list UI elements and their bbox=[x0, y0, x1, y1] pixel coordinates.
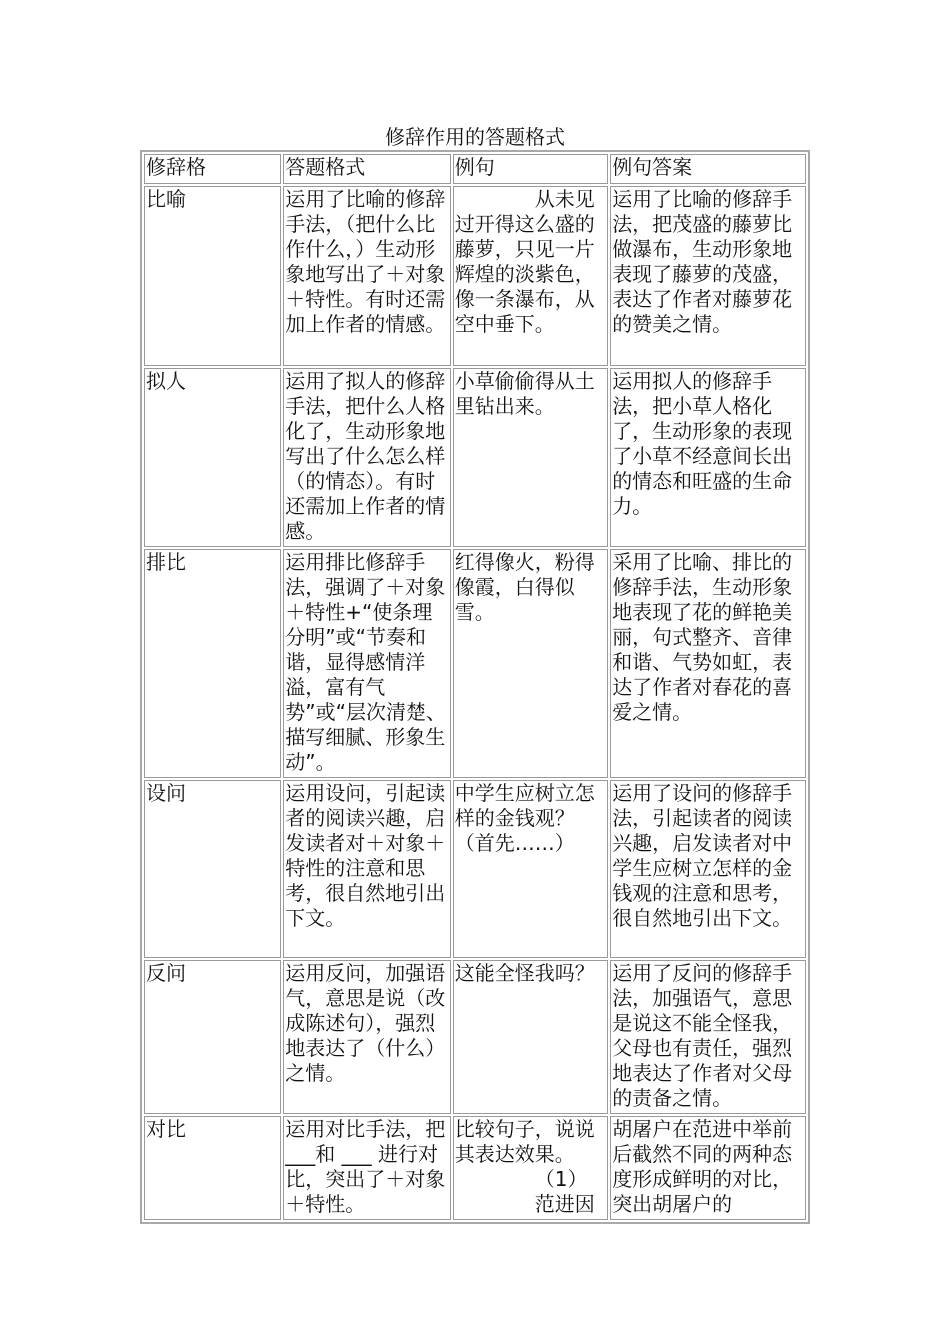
example-rest: 过开得这么盛的藤萝，只见一片辉煌的淡紫色，像一条瀑布，从空中垂下。 bbox=[454, 212, 595, 336]
example-answer-cell: 运用了设问的修辞手法，引起读者的阅读兴趣，启发读者对中学生应树立怎样的金钱观的注意和思考，很自然地引出下文。 bbox=[610, 780, 806, 958]
example-cell bbox=[453, 186, 608, 366]
table-row bbox=[144, 549, 806, 778]
figure-name-cell: 设问 bbox=[144, 780, 281, 958]
table-row bbox=[144, 1116, 806, 1220]
figure-name-cell: 对比 bbox=[144, 1116, 281, 1220]
figure-name-cell: 比喻 bbox=[144, 186, 281, 366]
table-row bbox=[144, 368, 806, 547]
answer-format-cell: 运用对比手法，把___和 ___ 进行对比，突出了＋对象＋特性。 bbox=[283, 1116, 451, 1220]
table-header-row bbox=[144, 154, 806, 184]
answer-format-cell: 运用了拟人的修辞手法，把什么人格化了，生动形象地写出了什么怎么样（的情态）。有时还需加上作者的情感。 bbox=[283, 368, 451, 547]
figure-name-cell: 反问 bbox=[144, 960, 281, 1114]
table-row bbox=[144, 186, 806, 366]
example-answer-cell: 胡屠户在范进中举前后截然不同的两种态度形成鲜明的对比，突出胡屠户的 bbox=[610, 1116, 806, 1220]
answer-format-cell: 运用了比喻的修辞手法，（把什么比作什么，）生动形象地写出了＋对象＋特性。有时还需加上作者的情感。 bbox=[283, 186, 451, 366]
example-lead: 比较句子，说说其表达效果。 bbox=[454, 1117, 595, 1166]
example-cell: 小草偷偷得从土里钻出来。 bbox=[453, 368, 608, 547]
example-lead: 从未见 bbox=[534, 187, 595, 211]
answer-format-cell: 运用排比修辞手法，强调了＋对象＋特性+“使条理分明”或“节奏和谐，显得感情洋溢，富有气势”或“层次清楚、描写细腻、形象生动”。 bbox=[283, 549, 451, 778]
example-answer-cell: 运用了反问的修辞手法，加强语气，意思是说这不能全怪我，父母也有责任，强烈地表达了作者对父母的责备之情。 bbox=[610, 960, 806, 1114]
example-rest: （1）范进因 bbox=[534, 1167, 595, 1216]
example-cell: 红得像火，粉得像霞，白得似雪。 bbox=[453, 549, 608, 778]
figure-name-cell: 拟人 bbox=[144, 368, 281, 547]
example-answer-cell: 采用了比喻、排比的修辞手法，生动形象地表现了花的鲜艳美丽，句式整齐、音律和谐、气势如虹，表达了作者对春花的喜爱之情。 bbox=[610, 549, 806, 778]
example-answer-cell: 运用拟人的修辞手法，把小草人格化了，生动形象的表现了小草不经意间长出的情态和旺盛的生命力。 bbox=[610, 368, 806, 547]
example-cell bbox=[453, 1116, 608, 1220]
table-row bbox=[144, 780, 806, 958]
rhetoric-table bbox=[140, 150, 810, 1224]
example-cell: 中学生应树立怎样的金钱观？（首先……） bbox=[453, 780, 608, 958]
example-answer-cell: 运用了比喻的修辞手法，把茂盛的藤萝比做瀑布，生动形象地表现了藤萝的茂盛，表达了作者对藤萝花的赞美之情。 bbox=[610, 186, 806, 366]
header-cell: 答题格式 bbox=[283, 154, 451, 184]
header-cell: 例句答案 bbox=[610, 154, 806, 184]
answer-format-cell: 运用反问，加强语气，意思是说（改成陈述句），强烈地表达了（什么）之情。 bbox=[283, 960, 451, 1114]
header-cell: 例句 bbox=[453, 154, 608, 184]
example-cell: 这能全怪我吗？ bbox=[453, 960, 608, 1114]
figure-name-cell: 排比 bbox=[144, 549, 281, 778]
answer-format-cell: 运用设问，引起读者的阅读兴趣，启发读者对＋对象＋特性的注意和思考，很自然地引出下文。 bbox=[283, 780, 451, 958]
header-cell: 修辞格 bbox=[144, 154, 281, 184]
document-title: 修辞作用的答题格式 bbox=[385, 125, 565, 149]
table-row bbox=[144, 960, 806, 1114]
